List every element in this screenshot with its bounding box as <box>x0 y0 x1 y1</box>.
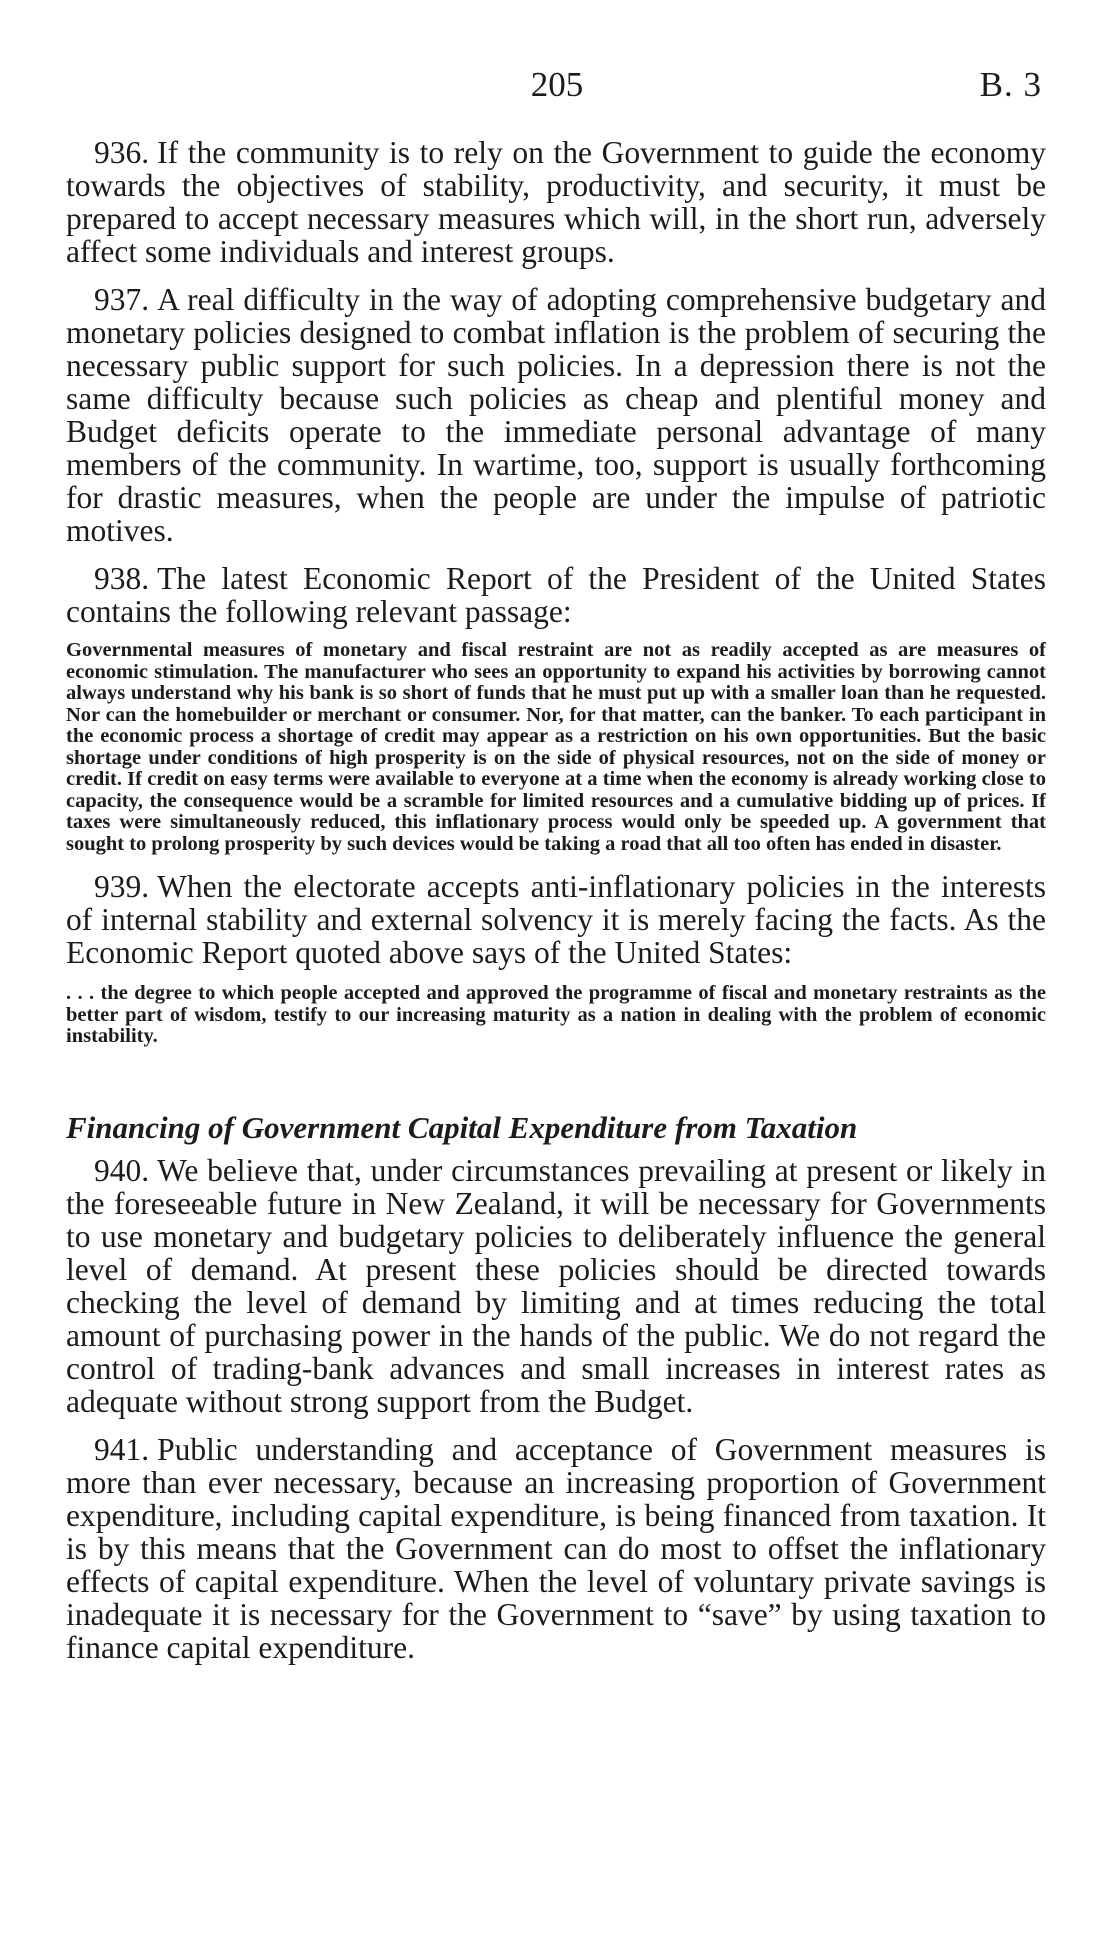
paragraph-939 <box>66 870 1046 969</box>
paragraph-text: We believe that, under circumstances prevailing at present or likely in the foreseeable future in New Zealand, it will be necessary for Governments to use monetary and budgetary policies to deliberately influence the general level of demand. At present these policies should be directed towards checking the level of demand by limiting and at times reducing the total amount of purchasing power in the hands of the public. We do not regard the control of trading-bank advances and small increases in interest rates as adequate without strong support from the Budget. <box>66 1152 1046 1419</box>
block-quote-economic-report: Governmental measures of monetary and fiscal restraint are not as readily accepted as are measures of economic stimulation. The manufacturer who sees an opportunity to expand his activities by borrowing cannot always understand why his bank is so short of funds that he must put up with a smaller loan than he requested. Nor can the homebuilder or merchant or consumer. Nor, for that matter, can the banker. To each participant in the economic process a shortage of credit may appear as a restriction on his own opportunities. But the basic shortage under conditions of high prosperity is on the side of physical resources, not on the side of money or credit. If credit on easy terms were available to everyone at a time when the economy is already working close to capacity, the consequence would be a scramble for limited resources and a cumulative bidding up of prices. If taxes were simultaneously reduced, this inflationary process would only be speeded up. A government that sought to prolong prosperity by such devices would be taking a road that all too often has ended in disaster. <box>66 639 1046 855</box>
paragraph-940 <box>66 1154 1046 1418</box>
paragraph-text: If the community is to rely on the Government to guide the economy towards the objectives of stability, productivity, and security, it must be prepared to accept necessary measures which will, in the short run, adversely affect some individuals and interest groups. <box>66 135 1046 269</box>
paragraph-number: 939. <box>94 869 150 904</box>
page-header <box>0 62 1114 108</box>
paragraph-941 <box>66 1433 1046 1664</box>
section-heading: Financing of Government Capital Expenditure from Taxation <box>66 1109 858 1145</box>
document-reference: B. 3 <box>979 65 1042 104</box>
paragraph-937 <box>66 283 1046 547</box>
paragraph-936 <box>66 136 1046 268</box>
paragraph-number: 936. <box>94 135 150 170</box>
paragraph-number: 941. <box>94 1431 150 1467</box>
paragraph-text: The latest Economic Report of the President of the United States contains the following relevant passage: <box>66 561 1046 629</box>
paragraph-number: 940. <box>94 1152 150 1188</box>
paragraph-number: 938. <box>94 561 150 596</box>
page-number: 205 <box>530 65 584 104</box>
page-body <box>66 136 1046 1664</box>
paragraph-text: A real difficulty in the way of adopting comprehensive budgetary and monetary policies designed to combat inflation is the problem of securing the necessary public support for such policies. In a depression there is not the same difficulty because such policies as cheap and plentiful money and Budget deficits operate to the immediate personal advantage of many members of the community. In wartime, too, support is usually forthcoming for drastic measures, when the people are under the impulse of patriotic motives. <box>66 282 1046 548</box>
block-quote-maturity: . . . the degree to which people accepted and approved the programme of fiscal and monetary restraints as the better part of wisdom, testify to our increasing maturity as a nation in dealing with the problem of economic instability. <box>66 982 1046 1047</box>
paragraph-text: When the electorate accepts anti-inflationary policies in the interests of internal stability and external solvency it is merely facing the facts. As the Economic Report quoted above says of the United States: <box>66 869 1046 970</box>
paragraph-text: Public understanding and acceptance of Government measures is more than ever necessary, because an increasing proportion of Government expenditure, including capital expenditure, is being financed from taxation. It is by this means that the Government can do most to offset the inflationary effects of capital expenditure. When the level of voluntary private savings is inadequate it is necessary for the Government to “save” by using taxation to finance capital expenditure. <box>66 1431 1046 1665</box>
paragraph-number: 937. <box>94 282 150 317</box>
paragraph-938 <box>66 562 1046 628</box>
